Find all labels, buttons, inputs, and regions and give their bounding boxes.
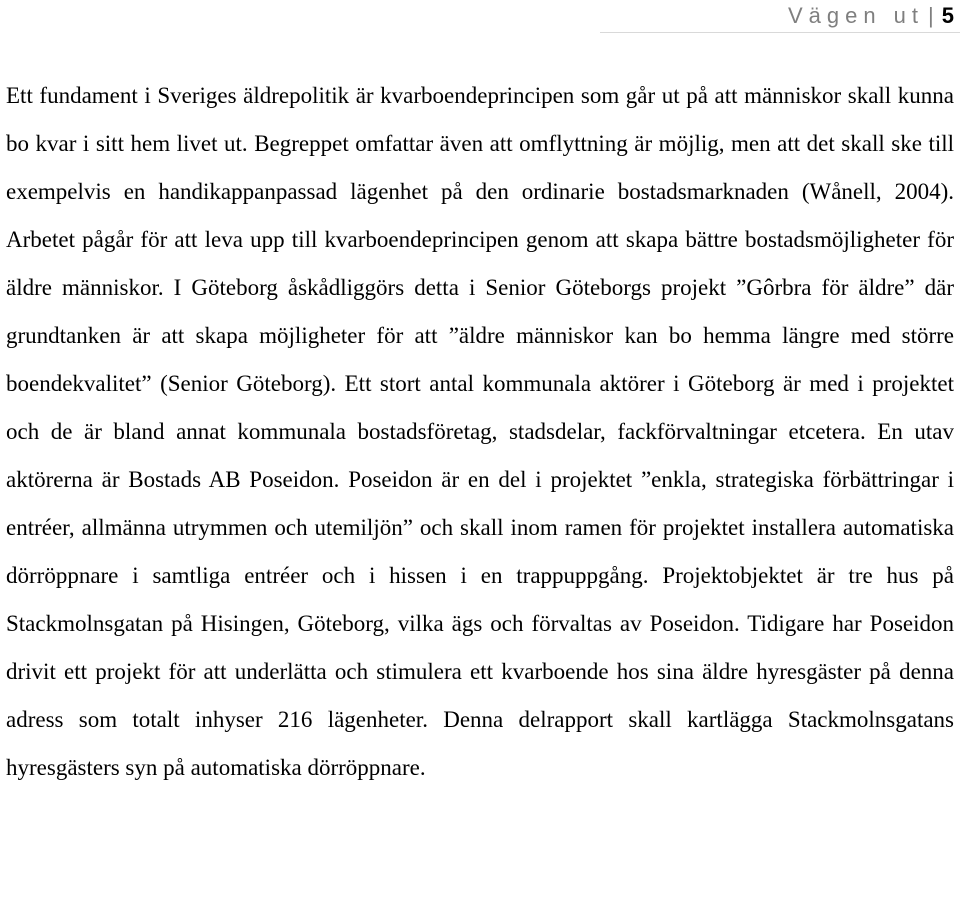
sentence: Begreppet omfattar även att omflyttning är möjlig, men att det skall ske till exempelvis en handikappanpassad lägenhet på den ordinarie bostadsmarknaden (Wånell, 2004). <box>6 131 954 204</box>
sentence: Tidigare har Poseidon drivit ett projekt för att underlätta och stimulera ett kvarboende hos sina äldre hyresgäster på denna adress som totalt inhyser 216 lägenheter. <box>6 611 954 732</box>
page-number: 5 <box>941 3 954 28</box>
sentence: I Göteborg åskådliggörs detta i Senior Göteborgs projekt ”Gôrbra för äldre” där grundtanken är att skapa möjligheter för att ”äldre människor kan bo hemma längre med större boendekvalitet” (Senior Göteborg). <box>6 275 955 396</box>
sentence: Ett stort antal kommunala aktörer i Göteborg är med i projektet och de är bland annat kommunala bostadsföretag, stadsdelar, fackförvaltningar etcetera. <box>6 371 954 444</box>
sentence: Projektobjektet är tre hus på Stackmolnsgatan på Hisingen, Göteborg, vilka ägs och förvaltas av Poseidon. <box>6 563 955 636</box>
sentence: Ett fundament i Sveriges äldrepolitik är kvarboendeprincipen som går ut på att människor skall kunna bo kvar i sitt hem livet ut. <box>6 83 954 156</box>
page-header <box>788 0 954 32</box>
running-title: Vägen ut <box>787 3 925 28</box>
sentence: Arbetet pågår för att leva upp till kvarboendeprincipen genom att skapa bättre bostadsmöjligheter för äldre människor. <box>6 227 954 300</box>
header-rule <box>600 32 960 33</box>
header-separator: | <box>928 3 934 28</box>
sentence: En utav aktörerna är Bostads AB Poseidon. <box>6 419 954 492</box>
sentence: Denna delrapport skall kartlägga Stackmolnsgatans hyresgästers syn på automatiska dörröppnare. <box>6 707 954 780</box>
body-paragraph <box>6 72 954 792</box>
sentence: Poseidon är en del i projektet ”enkla, strategiska förbättringar i entréer, allmänna utrymmen och utemiljön” och skall inom ramen för projektet installera automatiska dörröppnare i samtliga entréer och i hissen i en trappuppgång. <box>6 467 955 588</box>
